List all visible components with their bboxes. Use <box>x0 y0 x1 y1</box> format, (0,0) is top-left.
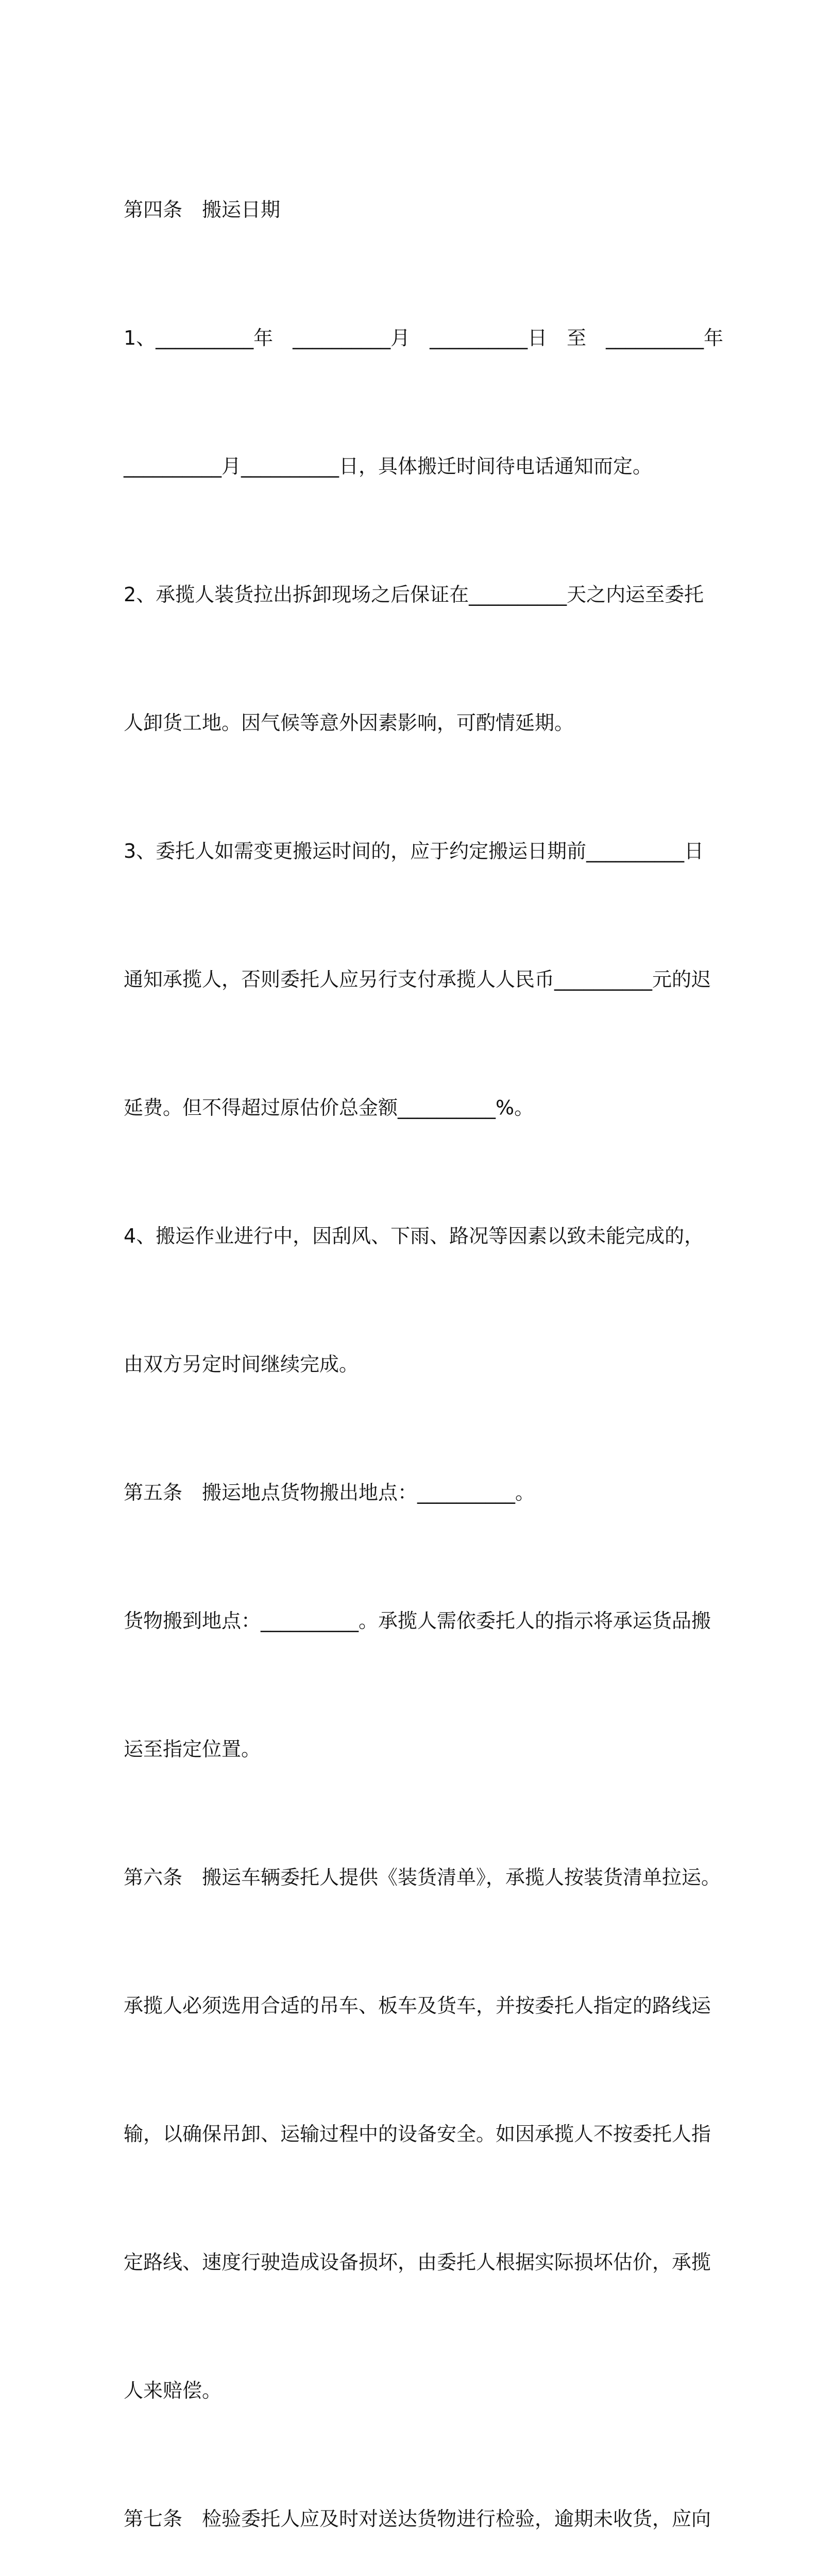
article-4-item-3-line-3: 延费。但不得超过原估价总金额__________%。 <box>124 1096 534 1119</box>
article-4-item-2-line-2: 人卸货工地。因气候等意外因素影响，可酌情延期。 <box>124 711 574 734</box>
article-6-line-2: 承揽人必须选用合适的吊车、板车及货车，并按委托人指定的路线运 <box>124 1994 711 2017</box>
article-4-item-3-line-2: 通知承揽人，否则委托人应另行支付承揽人人民币__________元的迟 <box>124 968 711 991</box>
article-4-item-4-line-2: 由双方另定时间继续完成。 <box>124 1353 359 1376</box>
article-4-item-1-line-1: 1、__________年 __________月 __________日 至 __________年 <box>124 327 724 349</box>
article-4-item-2-line-1: 2、承揽人装货拉出拆卸现场之后保证在__________天之内运至委托 <box>124 583 704 606</box>
article-4-item-1-line-2: __________月__________日，具体搬迁时间待电话通知而定。 <box>124 455 653 478</box>
article-7-line-1: 第七条 检验委托人应及时对送达货物进行检验，逾期未收货，应向 <box>124 2507 711 2530</box>
article-5-line-3: 运至指定位置。 <box>124 1738 261 1760</box>
document-body <box>124 103 724 2576</box>
article-4-item-4-line-1: 4、搬运作业进行中，因刮风、下雨、路况等因素以致未能完成的， <box>124 1225 704 1247</box>
article-6-line-5: 人来赔偿。 <box>124 2379 222 2402</box>
article-4-heading: 第四条 搬运日期 <box>124 198 281 221</box>
article-4-item-3-line-1: 3、委托人如需变更搬运时间的，应于约定搬运日期前__________日 <box>124 840 704 862</box>
article-6-line-3: 输，以确保吊卸、运输过程中的设备安全。如因承揽人不按委托人指 <box>124 2123 711 2145</box>
article-6-line-4: 定路线、速度行驶造成设备损坏，由委托人根据实际损坏估价，承揽 <box>124 2251 711 2274</box>
article-5-line-2: 货物搬到地点：__________。承揽人需依委托人的指示将承运货品搬 <box>124 1609 711 1632</box>
article-6-line-1: 第六条 搬运车辆委托人提供《装货清单》，承揽人按装货清单拉运。 <box>124 1866 721 1889</box>
article-5-line-1: 第五条 搬运地点货物搬出地点：__________。 <box>124 1481 535 1504</box>
